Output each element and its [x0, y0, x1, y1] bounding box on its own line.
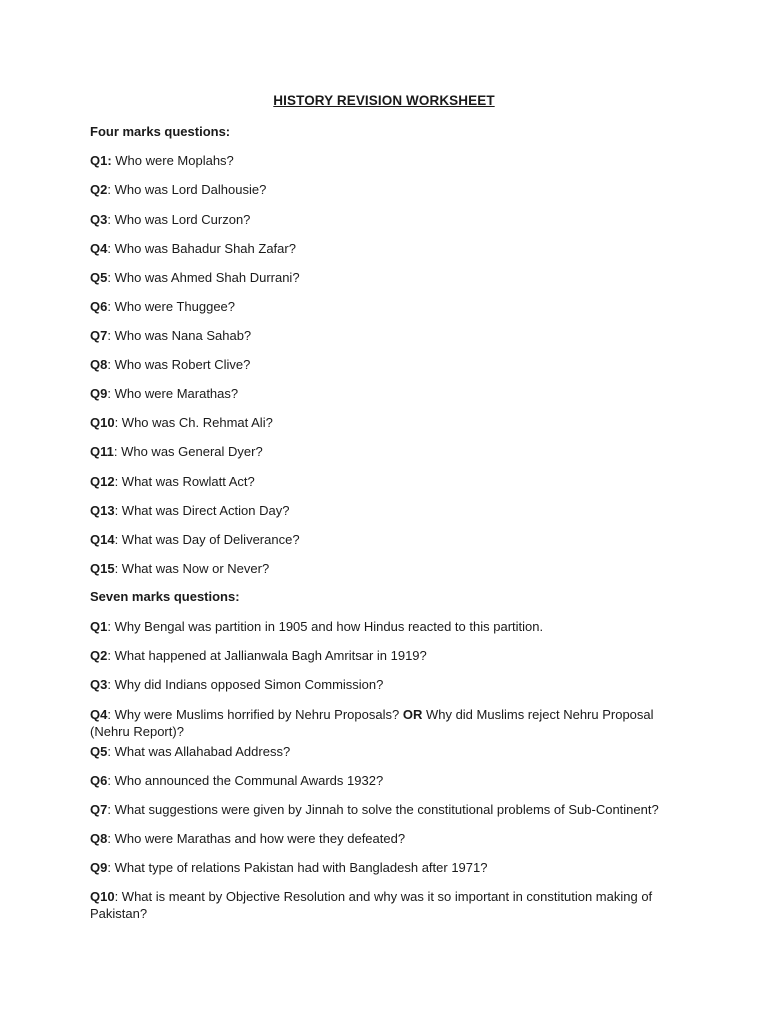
- question-text: : Who was Lord Dalhousie?: [107, 182, 267, 197]
- question-number: Q6: [90, 773, 108, 788]
- question-text: : What was Allahabad Address?: [107, 744, 291, 759]
- four-marks-question: [90, 443, 690, 460]
- question-number: Q3: [90, 677, 108, 692]
- question-number: Q10: [90, 415, 115, 430]
- question-text: : Why Bengal was partition in 1905 and how Hindus reacted to this partition.: [107, 619, 544, 634]
- four-marks-question: [90, 152, 690, 169]
- question-text: : Who was Ahmed Shah Durrani?: [107, 270, 300, 285]
- question-number: Q6: [90, 299, 108, 314]
- question-number: Q8: [90, 831, 108, 846]
- worksheet-title: HISTORY REVISION WORKSHEET: [273, 93, 495, 108]
- four-marks-question: [90, 181, 690, 198]
- question-number: Q11: [90, 444, 114, 459]
- seven-marks-heading: Seven marks questions:: [90, 589, 240, 604]
- question-text: : What was Rowlatt Act?: [114, 474, 255, 489]
- four-marks-question: [90, 298, 690, 315]
- question-text: : Who was Nana Sahab?: [107, 328, 252, 343]
- seven-marks-question: [90, 618, 690, 635]
- four-marks-question: [90, 240, 690, 257]
- four-marks-question: [90, 211, 690, 228]
- question-text: : What suggestions were given by Jinnah to solve the constitutional problems of Sub-Continent?: [107, 802, 659, 817]
- question-text: : Who was Bahadur Shah Zafar?: [107, 241, 296, 256]
- question-number: Q10: [90, 889, 115, 904]
- question-number: Q7: [90, 802, 108, 817]
- seven-marks-question: [90, 743, 690, 760]
- seven-marks-question: [90, 676, 690, 693]
- question-number: Q8: [90, 357, 108, 372]
- four-marks-question: [90, 560, 690, 577]
- seven-marks-question: [90, 801, 690, 818]
- seven-marks-question: [90, 830, 690, 847]
- question-number: Q1: [90, 619, 108, 634]
- question-text: : What type of relations Pakistan had with Bangladesh after 1971?: [107, 860, 488, 875]
- seven-marks-question: [90, 706, 690, 740]
- question-number: Q12: [90, 474, 115, 489]
- question-number: Q4: [90, 707, 108, 722]
- question-number: Q4: [90, 241, 108, 256]
- seven-marks-question: [90, 772, 690, 789]
- question-text: : What was Day of Deliverance?: [114, 532, 300, 547]
- question-number: Q5: [90, 270, 108, 285]
- question-number: Q14: [90, 532, 115, 547]
- seven-marks-question: [90, 888, 690, 922]
- question-text: : What is meant by Objective Resolution and why was it so important in constitution making of Pakistan?: [90, 889, 653, 921]
- question-text: : What was Now or Never?: [114, 561, 270, 576]
- four-marks-question: [90, 473, 690, 490]
- question-text: : Who were Marathas and how were they defeated?: [107, 831, 406, 846]
- question-text: : Why were Muslims horrified by Nehru Proposals?: [107, 707, 403, 722]
- four-marks-question: [90, 502, 690, 519]
- question-text: : Who announced the Communal Awards 1932?: [107, 773, 384, 788]
- question-text: : Who was Ch. Rehmat Ali?: [114, 415, 273, 430]
- question-text: : What happened at Jallianwala Bagh Amritsar in 1919?: [107, 648, 427, 663]
- seven-marks-question: [90, 647, 690, 664]
- question-text: : Who were Marathas?: [107, 386, 239, 401]
- four-marks-question: [90, 414, 690, 431]
- four-marks-question: [90, 356, 690, 373]
- question-number: Q1:: [90, 153, 112, 168]
- question-number: Q15: [90, 561, 115, 576]
- four-marks-question: [90, 531, 690, 548]
- question-number: Q7: [90, 328, 108, 343]
- question-number: Q3: [90, 212, 108, 227]
- question-text: : Who were Thuggee?: [107, 299, 236, 314]
- question-text: : Who was General Dyer?: [113, 444, 263, 459]
- question-number: Q13: [90, 503, 115, 518]
- or-connector: OR: [402, 707, 423, 722]
- question-number: Q5: [90, 744, 108, 759]
- question-text: : What was Direct Action Day?: [114, 503, 290, 518]
- four-marks-question: [90, 327, 690, 344]
- question-number: Q9: [90, 386, 108, 401]
- seven-marks-question: [90, 859, 690, 876]
- four-marks-heading: Four marks questions:: [90, 124, 231, 139]
- question-number: Q9: [90, 860, 108, 875]
- four-marks-question: [90, 269, 690, 286]
- four-marks-question: [90, 385, 690, 402]
- question-number: Q2: [90, 182, 108, 197]
- question-text: : Who was Lord Curzon?: [107, 212, 251, 227]
- question-text: : Who was Robert Clive?: [107, 357, 251, 372]
- question-number: Q2: [90, 648, 108, 663]
- question-text: : Why did Indians opposed Simon Commission?: [107, 677, 384, 692]
- question-text-alternate: Why did Muslims reject Nehru Proposal (Nehru Report)?: [90, 707, 654, 739]
- question-text: Who were Moplahs?: [111, 153, 234, 168]
